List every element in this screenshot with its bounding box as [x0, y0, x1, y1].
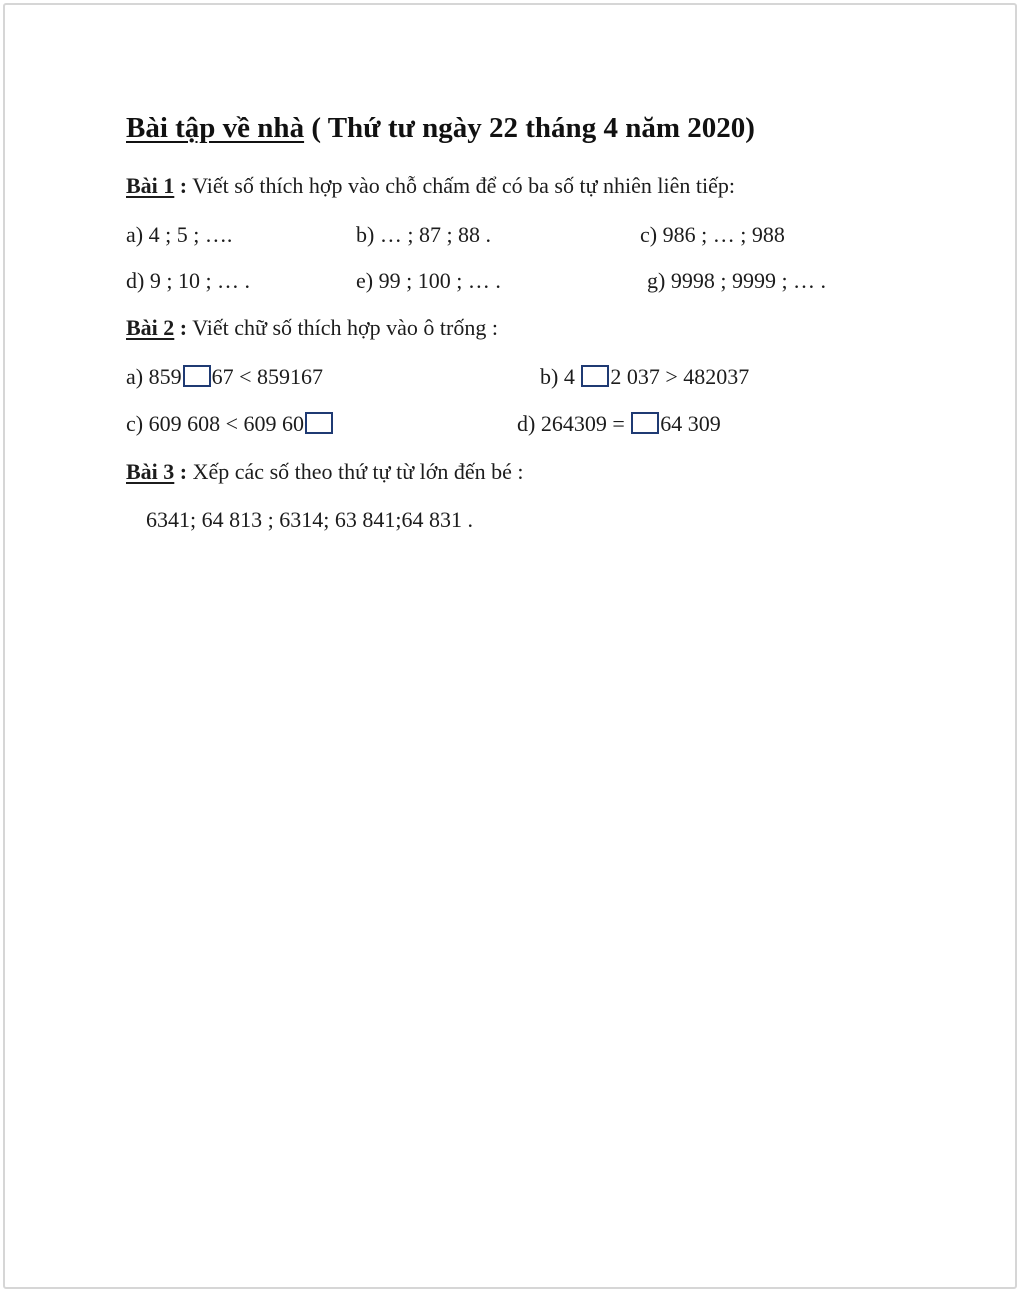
bai1-item-b: b) … ; 87 ; 88 .	[356, 222, 492, 247]
title-rest: ( Thứ tư ngày 22 tháng 4 năm 2020)	[304, 112, 755, 144]
bai2-d-before: d) 264309 =	[517, 411, 631, 436]
bai3-text: Xếp các số theo thứ tự từ lớn đến bé :	[187, 459, 524, 484]
bai3-heading	[126, 459, 524, 485]
bai2-b-before: b) 4	[540, 364, 581, 389]
bai1-item-c: c) 986 ; … ; 988	[640, 222, 785, 247]
bai1-colon: :	[174, 173, 188, 198]
bai2-c-before: c) 609 608 < 609 60	[126, 411, 304, 436]
bai2-a-before: a) 859	[126, 364, 182, 389]
bai1-text: Viết số thích hợp vào chỗ chấm để có ba số tự nhiên liên tiếp:	[187, 173, 735, 198]
answer-box-a[interactable]	[183, 365, 211, 387]
page-title	[126, 112, 755, 145]
bai2-text: Viết chữ số thích hợp vào ô trống :	[187, 315, 498, 340]
bai2-item-a	[126, 364, 323, 390]
title-underlined: Bài tập về nhà	[126, 112, 305, 144]
bai2-item-d	[517, 411, 721, 437]
bai2-heading	[126, 315, 498, 341]
bai2-b-after: 2 037 > 482037	[610, 364, 750, 389]
bai1-label: Bài 1	[126, 173, 175, 198]
bai1-item-d: d) 9 ; 10 ; … .	[126, 268, 251, 293]
bai2-d-after: 64 309	[660, 411, 721, 436]
bai2-colon: :	[174, 315, 188, 340]
bai1-item-g: g) 9998 ; 9999 ; … .	[647, 268, 827, 293]
bai1-heading	[126, 173, 735, 199]
answer-box-d[interactable]	[631, 412, 659, 434]
bai2-item-b	[540, 364, 749, 390]
bai3-colon: :	[174, 459, 188, 484]
bai1-item-a: a) 4 ; 5 ; ….	[126, 222, 233, 247]
bai3-numbers: 6341; 64 813 ; 6314; 63 841;64 831 .	[146, 507, 473, 532]
bai3-label: Bài 3	[126, 459, 175, 484]
bai2-label: Bài 2	[126, 315, 175, 340]
bai1-item-e: e) 99 ; 100 ; … .	[356, 268, 501, 293]
answer-box-b[interactable]	[581, 365, 609, 387]
bai2-item-c	[126, 411, 334, 437]
bai2-a-after: 67 < 859167	[211, 364, 324, 389]
answer-box-c[interactable]	[305, 412, 333, 434]
